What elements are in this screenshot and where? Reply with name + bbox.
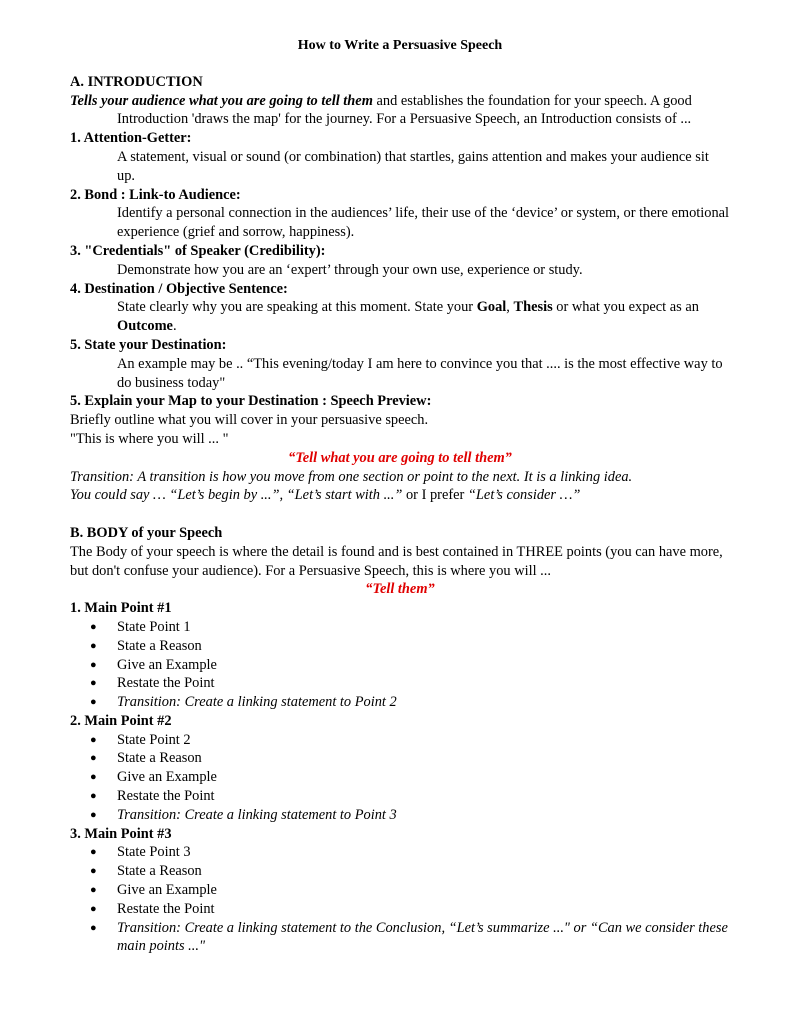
main-point-3-list — [70, 843, 730, 956]
bullet-icon: ● — [90, 771, 97, 784]
list-item — [70, 749, 730, 768]
list-item — [70, 693, 730, 712]
intro-item-4-text — [70, 298, 730, 336]
list-item-text: State a Reason — [117, 750, 202, 767]
bullet-icon: ● — [90, 639, 97, 652]
list-item — [70, 637, 730, 656]
bullet-icon: ● — [90, 865, 97, 878]
list-item-text: Restate the Point — [117, 675, 215, 692]
bullet-icon: ● — [90, 752, 97, 765]
intro-item-5-text: An example may be .. “This evening/today I am here to convince you that .... is the most effective way to do business today" — [117, 355, 723, 391]
intro-item-2-text: Identify a personal connection in the audiences’ life, their use of the ‘device’ or system, or there emotional experience (grief and sorrow, happiness). — [117, 205, 730, 241]
main-point-2-heading: 2. Main Point #2 — [70, 712, 172, 729]
list-item-text: Give an Example — [117, 882, 217, 899]
intro-item-2-heading: 2. Bond : Link-to Audience: — [70, 186, 241, 203]
intro-lead-rest: and establishes the foundation for your speech. A good Introduction 'draws the map' for the journey. For a Persuasive Speech, an Introduction consists of ... — [117, 92, 692, 128]
document-page — [70, 37, 730, 956]
item4-text-4: . — [172, 318, 177, 335]
list-item-text: Restate the Point — [117, 900, 215, 917]
list-item — [70, 618, 730, 637]
list-item — [70, 862, 730, 881]
document-title: How to Write a Persuasive Speech — [297, 38, 503, 53]
item4-text-2: , — [506, 299, 514, 316]
main-point-1-heading: 1. Main Point #1 — [70, 600, 172, 617]
list-item — [70, 900, 730, 919]
bullet-icon: ● — [90, 658, 97, 671]
list-item — [70, 768, 730, 787]
list-item-text: State Point 1 — [117, 618, 191, 635]
main-point-3-heading: 3. Main Point #3 — [70, 825, 172, 842]
item4-text-1: State clearly why you are speaking at this moment. State your — [117, 299, 477, 316]
item4-text-3: or what you expect as an — [552, 299, 699, 316]
list-item — [70, 674, 730, 693]
bullet-icon: ● — [90, 808, 97, 821]
body-text: The Body of your speech is where the detail is found and is best contained in THREE points (you can have more, but don't confuse your audience). For a Persuasive Speech, this is where you will ... — [70, 543, 723, 579]
bullet-icon: ● — [90, 902, 97, 915]
item4-outcome: Outcome — [117, 318, 173, 335]
intro-red-quote: “Tell what you are going to tell them” — [288, 449, 512, 466]
intro-item-3-text: Demonstrate how you are an ‘expert’ through your own use, experience or study. — [117, 261, 583, 278]
intro-heading: A. INTRODUCTION — [70, 73, 203, 90]
item4-thesis: Thesis — [513, 299, 553, 316]
bullet-icon: ● — [90, 733, 97, 746]
list-item — [70, 919, 730, 957]
list-item-text: Give an Example — [117, 656, 217, 673]
list-item-text: Give an Example — [117, 769, 217, 786]
body-red-quote: “Tell them” — [365, 581, 435, 598]
list-item-text: State Point 3 — [117, 844, 191, 861]
list-item — [70, 843, 730, 862]
intro-paragraph — [70, 92, 730, 130]
list-item-text: State Point 2 — [117, 731, 191, 748]
intro-item-1-text: A statement, visual or sound (or combination) that startles, gains attention and makes your audience sit up. — [117, 148, 709, 184]
list-item-text: Restate the Point — [117, 788, 215, 805]
list-item — [70, 731, 730, 750]
intro-item-5-heading: 5. State your Destination: — [70, 336, 227, 353]
bullet-icon: ● — [90, 884, 97, 897]
transition-2-c: “Let’s consider …” — [467, 487, 581, 504]
list-item — [70, 881, 730, 900]
intro-lead: Tells your audience what you are going to tell them — [70, 92, 373, 109]
item4-goal: Goal — [476, 299, 507, 316]
list-item-transition: Transition: Create a linking statement to Point 2 — [117, 694, 397, 711]
list-item-text: State a Reason — [117, 637, 202, 654]
body-heading: B. BODY of your Speech — [70, 524, 223, 541]
list-item-transition: Transition: Create a linking statement to Point 3 — [117, 806, 397, 823]
intro-item-4-heading: 4. Destination / Objective Sentence: — [70, 280, 288, 297]
intro-item-6-heading: 5. Explain your Map to your Destination : Speech Preview: — [70, 393, 432, 410]
list-item — [70, 656, 730, 675]
intro-item-6-line-1: Briefly outline what you will cover in your persuasive speech. — [70, 412, 429, 429]
intro-item-1-heading: 1. Attention-Getter: — [70, 130, 192, 147]
transition-2-a: You could say … “Let’s begin by ...”, “Let’s start with ...” — [70, 487, 403, 504]
intro-item-3-heading: 3. "Credentials" of Speaker (Credibility): — [70, 242, 326, 259]
main-point-2-list — [70, 731, 730, 825]
section-gap — [70, 505, 730, 524]
list-item — [70, 806, 730, 825]
list-item-text: State a Reason — [117, 863, 202, 880]
bullet-icon: ● — [90, 677, 97, 690]
transition-line-1: Transition: A transition is how you move from one section or point to the next. It is a linking idea. — [70, 468, 633, 485]
bullet-icon: ● — [90, 696, 97, 709]
intro-item-6-line-2: "This is where you will ... " — [70, 430, 229, 447]
list-item-transition: Transition: Create a linking statement to the Conclusion, “Let’s summarize ..." or “Can we consider these main points ..." — [117, 919, 728, 955]
transition-2-b: or I prefer — [402, 487, 468, 504]
main-point-1-list — [70, 618, 730, 712]
bullet-icon: ● — [90, 620, 97, 633]
transition-line-2 — [70, 486, 730, 505]
bullet-icon: ● — [90, 921, 97, 934]
list-item — [70, 787, 730, 806]
bullet-icon: ● — [90, 790, 97, 803]
bullet-icon: ● — [90, 846, 97, 859]
